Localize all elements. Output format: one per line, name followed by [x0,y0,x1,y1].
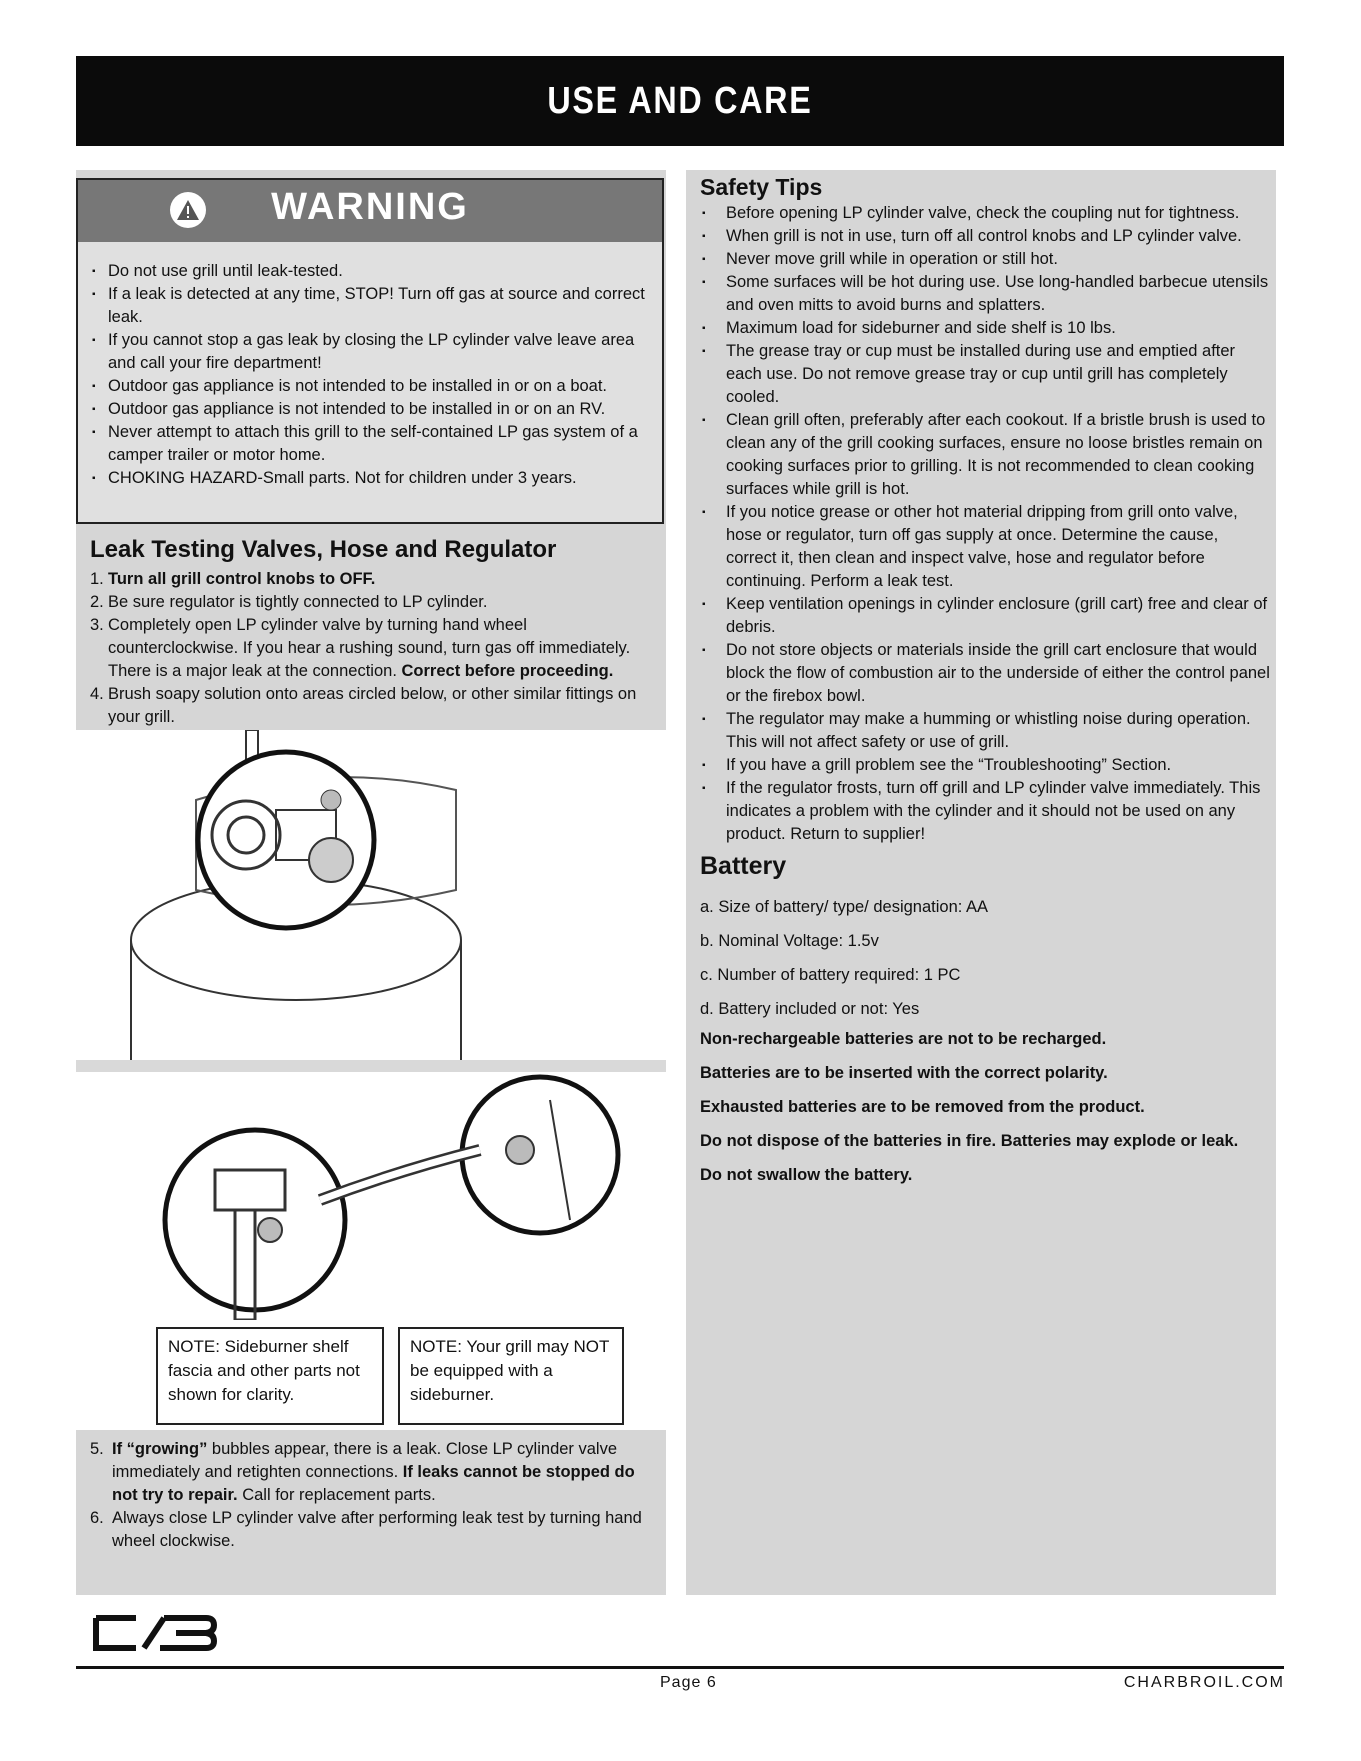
list-item: ▪ If you cannot stop a gas leak by closing the LP cylinder valve leave area and call your fire department! [92,329,652,375]
list-item: ▪ CHOKING HAZARD-Small parts. Not for children under 3 years. [92,467,652,490]
page-title: USE AND CARE [547,79,813,122]
warning-box [76,178,664,524]
safety-tips-title: Safety Tips [700,174,823,200]
list-item: ▪ Outdoor gas appliance is not intended to be installed in or on an RV. [92,398,652,421]
step-number: 6. [90,1509,104,1527]
list-item [90,614,660,683]
step-bold: Turn all grill control knobs to OFF. [108,570,376,588]
list-item: ▪ If you have a grill problem see the “Troubleshooting” Section. [700,754,1270,777]
battery-title: Battery [700,852,787,880]
step-number: 5. [90,1440,104,1458]
step-number: 4. [90,685,104,703]
page-number: Page 6 [660,1674,717,1691]
list-item: a. Size of battery/ type/ designation: AA [700,898,989,916]
list-item: Non-rechargeable batteries are not to be recharged. [700,1030,1107,1048]
step-bold: Correct before proceeding. [401,662,614,680]
left-illustration-area [76,730,666,1060]
step-bold: If “growing” [112,1440,208,1458]
brand-logo [90,1612,220,1659]
list-item [90,1507,660,1553]
list-item [90,591,660,614]
list-item: ▪ Outdoor gas appliance is not intended to be installed in or on a boat. [92,375,652,398]
step-number: 3. [90,616,104,634]
valve-hose-illustration [150,1070,630,1320]
list-item: Exhausted batteries are to be removed from the product. [700,1098,1145,1116]
list-item: d. Battery included or not: Yes [700,1000,920,1018]
list-item: ▪ When grill is not in use, turn off all control knobs and LP cylinder valve. [700,225,1270,248]
list-item: b. Nominal Voltage: 1.5v [700,932,879,950]
list-item: c. Number of battery required: 1 PC [700,966,961,984]
list-item [90,1438,660,1507]
leak-steps-continued [90,1438,660,1553]
step-text: Call for replacement parts. [237,1486,436,1504]
step-number: 2. [90,593,104,611]
list-item: ▪ Maximum load for sideburner and side shelf is 10 lbs. [700,317,1270,340]
list-item: ▪ If you notice grease or other hot material dripping from grill onto valve, hose or regulator, turn off gas supply at once. Determine the cause, correct it, then clean and inspect valve, hose and regulator before continuing. Perform a leak test. [700,501,1270,593]
website-text: CHARBROIL.COM [1123,1674,1285,1691]
warning-bar [78,180,662,242]
note-sideburner-fascia: NOTE: Sideburner shelf fascia and other parts not shown for clarity. [156,1327,384,1425]
warning-title: WARNING [271,186,469,228]
warning-list [92,260,652,490]
footer-divider [76,1666,1284,1669]
list-item: Do not dispose of the batteries in fire. Batteries may explode or leak. [700,1132,1239,1150]
page-header [76,56,1284,146]
list-item: ▪ The regulator may make a humming or whistling noise during operation. This will not affect safety or use of grill. [700,708,1270,754]
step-text: bubbles appear, there is a leak. Close LP cylinder valve immediately and retighten connections. [112,1440,618,1481]
list-item: ▪ Keep ventilation openings in cylinder enclosure (grill cart) free and clear of debris. [700,593,1270,639]
leak-steps [90,568,660,729]
leak-testing-title: Leak Testing Valves, Hose and Regulator [90,536,557,563]
list-item: ▪ Never attempt to attach this grill to the self-contained LP gas system of a camper trailer or motor home. [92,421,652,467]
step-text: Be sure regulator is tightly connected to LP cylinder. [108,593,488,611]
battery-warnings [700,1022,1270,1192]
list-item: Batteries are to be inserted with the correct polarity. [700,1064,1108,1082]
regulator-illustration [76,730,666,1060]
list-item: ▪ Some surfaces will be hot during use. Use long-handled barbecue utensils and oven mitts to avoid burns and splatters. [700,271,1270,317]
safety-list [700,202,1270,846]
list-item: ▪ If the regulator frosts, turn off grill and LP cylinder valve immediately. This indicates a problem with the cylinder and it should not be used on any product. Return to supplier! [700,777,1270,846]
list-item: ▪ Clean grill often, preferably after each cookout. If a bristle brush is used to clean any of the grill cooking surfaces, ensure no loose bristles remain on cooking surfaces prior to grilling. It is not recommended to clean cooking surfaces while grill is hot. [700,409,1270,501]
list-item: ▪ If a leak is detected at any time, STOP! Turn off gas at source and correct leak. [92,283,652,329]
list-item: Do not swallow the battery. [700,1166,913,1184]
list-item: ▪ Do not use grill until leak-tested. [92,260,652,283]
list-item [90,568,660,591]
list-item: ▪ Never move grill while in operation or still hot. [700,248,1270,271]
step-text: Always close LP cylinder valve after performing leak test by turning hand wheel clockwise. [112,1509,642,1550]
step-text: Brush soapy solution onto areas circled below, or other similar fittings on your grill. [108,685,637,726]
battery-specs [700,890,1270,1026]
step-number: 1. [90,570,104,588]
list-item: ▪ Do not store objects or materials inside the grill cart enclosure that would block the flow of combustion air to the underside of either the control panel or the firebox bowl. [700,639,1270,708]
step-bold: If leaks cannot be stopped do not try to repair. [112,1463,635,1504]
list-item: ▪ The grease tray or cup must be installed during use and emptied after each use. Do not remove grease tray or cup until grill has completely cooled. [700,340,1270,409]
list-item [90,683,660,729]
list-item: ▪ Before opening LP cylinder valve, check the coupling nut for tightness. [700,202,1270,225]
step-text: Completely open LP cylinder valve by turning hand wheel counterclockwise. If you hear a rushing sound, turn gas off immediately. There is a major leak at the connection. [108,616,631,680]
note-sideburner: NOTE: Your grill may NOT be equipped with a sideburner. [398,1327,624,1425]
